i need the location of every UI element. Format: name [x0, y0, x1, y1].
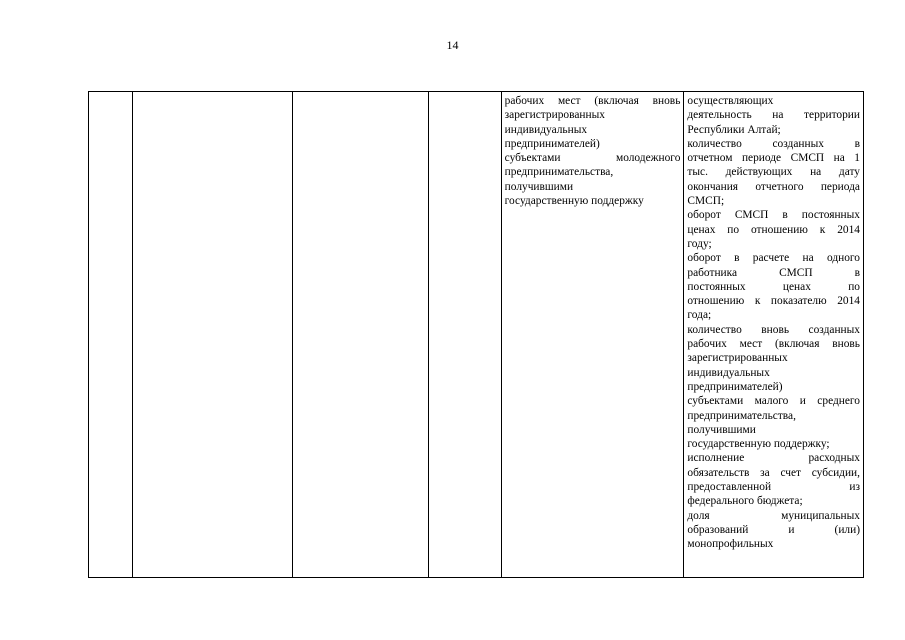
text-line: работника СМСП в	[687, 266, 860, 279]
text-line: исполнение расходных	[687, 452, 860, 465]
text-line: получившими	[687, 423, 756, 436]
table-cell-indicators	[501, 92, 684, 578]
text-line: обязательств за счет субсидии,	[687, 466, 860, 479]
text-line: рабочих мест (включая вновь	[504, 95, 681, 107]
text-line: субъектами малого и среднего	[687, 395, 860, 408]
text-line: предпринимательства,	[687, 409, 796, 422]
text-line: окончания отчетного периода	[687, 180, 860, 193]
table-cell-indicators-continued	[684, 92, 864, 578]
text-line: федерального бюджета;	[687, 495, 803, 508]
text-line: зарегистрированных	[687, 352, 788, 365]
text-line: тыс. действующих на дату	[687, 166, 860, 179]
text-line: оборот в расчете на одного	[687, 252, 860, 265]
text-line: Республики Алтай;	[687, 123, 781, 136]
text-line: государственную поддержку;	[687, 438, 830, 451]
text-line: образований и (или)	[687, 523, 860, 536]
text-line: индивидуальных	[687, 366, 770, 379]
table-row	[89, 92, 864, 578]
text-line: монопрофильных	[687, 538, 774, 551]
text-line: получившими	[504, 180, 574, 193]
text-line: государственную поддержку	[504, 195, 644, 208]
table-cell-number	[89, 92, 133, 578]
text-line: доля муниципальных	[687, 509, 860, 522]
table-cell-period	[429, 92, 501, 578]
text-line: предпринимателей)	[687, 380, 783, 393]
text-line: СМСП;	[687, 195, 725, 208]
text-line: отношению к показателю 2014	[687, 295, 860, 308]
text-line: количество созданных в	[687, 137, 860, 150]
table-cell-name	[133, 92, 293, 578]
text-line: предпринимательства,	[504, 166, 614, 179]
text-line: зарегистрированных	[504, 109, 605, 122]
text-line: оборот СМСП в постоянных	[687, 209, 860, 222]
text-line: субъектами молодежного	[504, 152, 681, 165]
text-line: постоянных ценах по	[687, 280, 860, 293]
indicators-text	[505, 94, 681, 208]
table-cell-executor	[292, 92, 429, 578]
indicators-list	[687, 94, 860, 552]
page-number: 14	[446, 38, 459, 52]
text-line: предоставленной из	[687, 481, 860, 494]
text-line: года;	[687, 309, 712, 322]
text-line: рабочих мест (включая вновь	[687, 338, 860, 351]
text-line: деятельность на территории	[687, 109, 860, 122]
text-line: осуществляющих	[687, 95, 774, 107]
text-line: предпринимателей)	[504, 137, 600, 150]
document-table	[88, 91, 864, 578]
text-line: ценах по отношению к 2014	[687, 223, 860, 236]
text-line: индивидуальных	[504, 123, 588, 136]
text-line: количество вновь созданных	[687, 323, 860, 336]
text-line: году;	[687, 237, 712, 250]
text-line: отчетном периоде СМСП на 1	[687, 152, 860, 165]
